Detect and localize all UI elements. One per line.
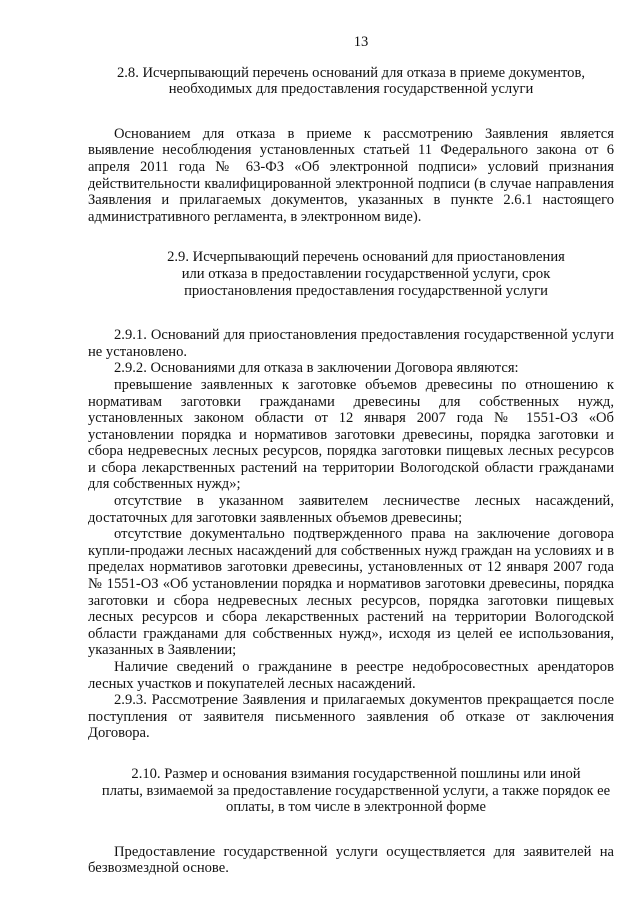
section-2-8-heading-line2: необходимых для предоставления государственной услуги: [168, 81, 534, 98]
page-number: 13: [353, 34, 369, 50]
section-2-9-p2: 2.9.2. Основаниями для отказа в заключении Договора являются:: [114, 360, 519, 377]
section-2-9-p4: отсутствие в указанном заявителем лесничестве лесных насаждений, достаточных для заготовки заявленных объемов древесины;: [88, 493, 614, 526]
section-2-9: [88, 249, 614, 742]
section-2-10-heading-line2: платы, взимаемой за предоставление государственной услуги, а также порядок ее: [101, 782, 611, 799]
section-2-9-p3: превышение заявленных к заготовке объемов древесины по отношению к нормативам заготовки гражданами древесины для собственных нужд, установленных законом области от 12 января 2007 года № 1551-ОЗ «Об установлении порядка и нормативов заготовки древесины, порядка заготовки и сбора недревесных лесных ресурсов, порядка заготовки пищевых лесных ресурсов и сбора лекарственных растений на территории Вологодской области гражданами для собственных нужд»;: [88, 376, 614, 493]
section-2-9-heading-line3: приостановления предоставления государственной услуги: [184, 282, 548, 299]
section-2-9-p7: 2.9.3. Рассмотрение Заявления и прилагаемых документов прекращается после поступления от заявителя письменного заявления об отказе от заключения Договора.: [88, 692, 614, 742]
section-2-9-heading-line2: или отказа в предоставлении государственной услуги, срок: [181, 265, 551, 282]
section-2-8-heading-line1: 2.8. Исчерпывающий перечень оснований для отказа в приеме документов,: [116, 64, 586, 81]
section-2-9-p1: 2.9.1. Оснований для приостановления предоставления государственной услуги не установлено.: [88, 327, 614, 360]
section-2-9-p6: Наличие сведений о гражданине в реестре недобросовестных арендаторов лесных участков и покупателей лесных насаждений.: [88, 659, 614, 692]
section-2-10-heading-line1: 2.10. Размер и основания взимания государственной пошлины или иной: [131, 765, 581, 782]
section-2-10: [88, 766, 614, 877]
section-2-8: [88, 65, 614, 226]
section-2-10-heading-line3: оплаты, в том числе в электронной форме: [226, 799, 486, 816]
section-2-9-p5: отсутствие документально подтвержденного права на заключение договора купли-продажи лесных насаждений для собственных нужд граждан на условиях и в пределах нормативов заготовки древесины, установленных от 12 января 2007 года № 1551-ОЗ «Об установлении порядка и нормативов заготовки древесины, порядка заготовки и сбора недревесных лесных ресурсов, порядка заготовки пищевых лесных ресурсов и сбора лекарственных растений на территории Вологодской области гражданами для собственных нужд», исходя из целей ее использования, указанных в Заявлении;: [88, 526, 614, 659]
section-2-10-body: Предоставление государственной услуги осуществляется для заявителей на безвозмездной основе.: [88, 843, 614, 877]
section-2-9-heading-line1: 2.9. Исчерпывающий перечень оснований для приостановления: [167, 249, 565, 266]
section-2-8-body: Основанием для отказа в приеме к рассмотрению Заявления является выявление несоблюдения установленных статьей 11 Федерального закона от 6 апреля 2011 года № 63-ФЗ «Об электронной подписи» условий признания действительности квалифицированной электронной подписи (в случае направления Заявления и прилагаемых документов, указанных в пункте 2.6.1 настоящего административного регламента, в электронном виде).: [88, 125, 614, 225]
